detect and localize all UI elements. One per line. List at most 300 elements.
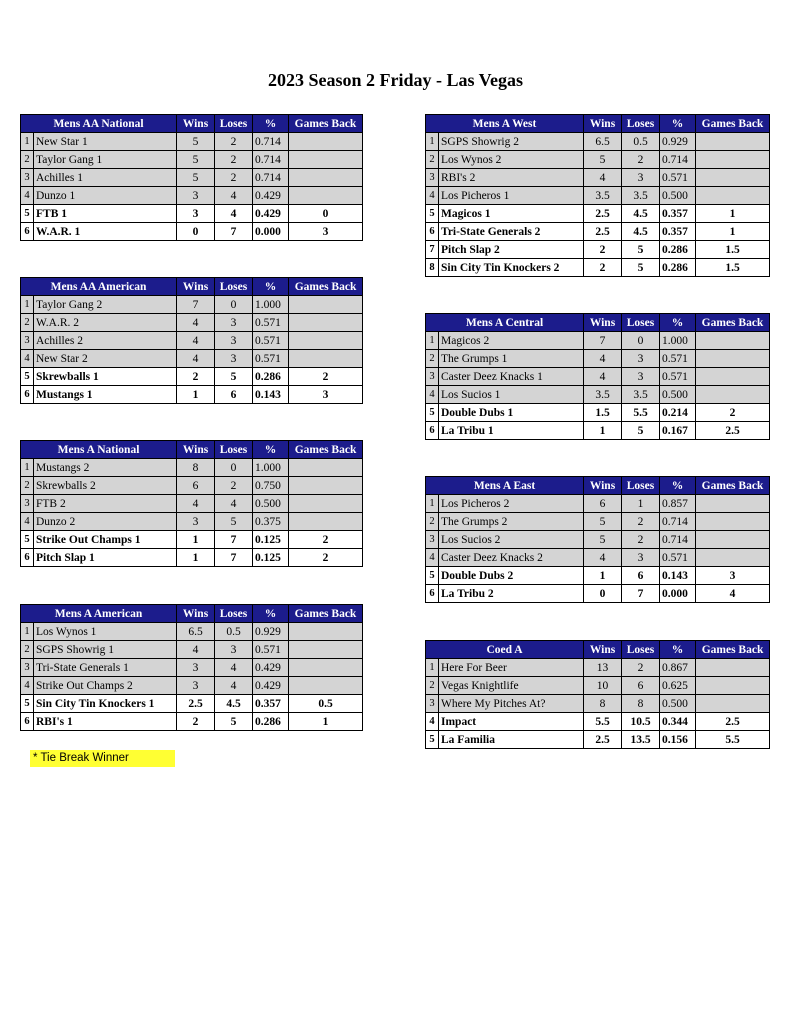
games-back-cell: 1 <box>289 713 363 731</box>
games-back-cell <box>696 332 770 350</box>
games-back-cell: 4 <box>696 585 770 603</box>
pct-cell: 0.714 <box>660 513 696 531</box>
pct-cell: 0.571 <box>660 549 696 567</box>
loses-cell: 0 <box>215 296 253 314</box>
pct-cell: 0.214 <box>660 404 696 422</box>
loses-cell: 5 <box>215 368 253 386</box>
table-row <box>426 169 770 187</box>
team-name-cell: Achilles 2 <box>34 332 177 350</box>
rank-cell: 2 <box>426 350 439 368</box>
wins-cell: 1 <box>584 422 622 440</box>
rank-cell: 6 <box>21 549 34 567</box>
team-name-cell: The Grumps 1 <box>439 350 584 368</box>
rank-cell: 3 <box>426 695 439 713</box>
team-name-cell: FTB 1 <box>34 205 177 223</box>
wins-cell: 3.5 <box>584 386 622 404</box>
wins-cell: 4 <box>584 549 622 567</box>
loses-cell: 3 <box>215 314 253 332</box>
wins-cell: 2.5 <box>584 205 622 223</box>
team-name-cell: Magicos 1 <box>439 205 584 223</box>
pct-header: % <box>253 115 289 133</box>
games-back-cell <box>696 695 770 713</box>
team-name-cell: Pitch Slap 2 <box>439 241 584 259</box>
standings-table-mens-aa-american <box>20 277 363 404</box>
team-name-cell: Double Dubs 1 <box>439 404 584 422</box>
rank-cell: 1 <box>426 133 439 151</box>
rank-cell: 3 <box>21 495 34 513</box>
wins-cell: 3 <box>177 659 215 677</box>
pct-cell: 0.000 <box>660 585 696 603</box>
team-name-cell: La Tribu 2 <box>439 585 584 603</box>
table-row <box>426 350 770 368</box>
standings-table-mens-aa-national <box>20 114 363 241</box>
loses-header: Loses <box>622 641 660 659</box>
table-row <box>21 133 363 151</box>
table-row <box>21 641 363 659</box>
wins-cell: 3 <box>177 205 215 223</box>
games-back-cell <box>696 659 770 677</box>
loses-cell: 5.5 <box>622 404 660 422</box>
games-back-cell: 2 <box>289 549 363 567</box>
games-back-cell <box>696 151 770 169</box>
games-back-cell <box>289 659 363 677</box>
rank-cell: 3 <box>426 169 439 187</box>
table-row <box>21 223 363 241</box>
team-name-cell: Strike Out Champs 1 <box>34 531 177 549</box>
pct-header: % <box>660 641 696 659</box>
wins-cell: 6.5 <box>584 133 622 151</box>
games-back-cell: 3 <box>289 386 363 404</box>
wins-cell: 5.5 <box>584 713 622 731</box>
games-back-cell <box>696 513 770 531</box>
table-row <box>21 713 363 731</box>
rank-cell: 1 <box>21 133 34 151</box>
rank-cell: 6 <box>426 585 439 603</box>
games-back-header: Games Back <box>289 278 363 296</box>
wins-cell: 1.5 <box>584 404 622 422</box>
loses-cell: 2 <box>215 169 253 187</box>
team-name-cell: Los Wynos 1 <box>34 623 177 641</box>
page-title: 2023 Season 2 Friday - Las Vegas <box>267 70 524 90</box>
pct-cell: 0.286 <box>253 713 289 731</box>
team-name-cell: SGPS Showrig 1 <box>34 641 177 659</box>
team-name-cell: Sin City Tin Knockers 2 <box>439 259 584 277</box>
team-name-cell: W.A.R. 2 <box>34 314 177 332</box>
table-row <box>426 567 770 585</box>
pct-cell: 0.344 <box>660 713 696 731</box>
division-name: Coed A <box>426 641 584 659</box>
games-back-cell <box>696 677 770 695</box>
table-row <box>21 187 363 205</box>
wins-cell: 2.5 <box>177 695 215 713</box>
table-row <box>21 296 363 314</box>
loses-cell: 4.5 <box>622 223 660 241</box>
loses-cell: 13.5 <box>622 731 660 749</box>
table-row <box>21 350 363 368</box>
table-row <box>426 259 770 277</box>
rank-cell: 3 <box>21 659 34 677</box>
games-back-cell <box>289 314 363 332</box>
loses-cell: 4.5 <box>215 695 253 713</box>
team-name-cell: Tri-State Generals 1 <box>34 659 177 677</box>
team-name-cell: Dunzo 1 <box>34 187 177 205</box>
table-row <box>426 205 770 223</box>
pct-cell: 0.714 <box>253 169 289 187</box>
games-back-cell <box>289 350 363 368</box>
rank-cell: 3 <box>21 332 34 350</box>
games-back-header: Games Back <box>696 641 770 659</box>
wins-cell: 5 <box>177 133 215 151</box>
games-back-cell: 1 <box>696 223 770 241</box>
pct-cell: 0.867 <box>660 659 696 677</box>
games-back-cell: 2.5 <box>696 713 770 731</box>
pct-cell: 0.571 <box>660 368 696 386</box>
table-row <box>21 495 363 513</box>
games-back-cell: 2 <box>696 404 770 422</box>
pct-header: % <box>660 314 696 332</box>
rank-cell: 2 <box>21 641 34 659</box>
wins-cell: 0 <box>177 223 215 241</box>
games-back-cell <box>289 151 363 169</box>
table-row <box>426 585 770 603</box>
games-back-cell: 2 <box>289 368 363 386</box>
games-back-cell <box>289 133 363 151</box>
team-name-cell: The Grumps 2 <box>439 513 584 531</box>
wins-header: Wins <box>177 605 215 623</box>
pct-cell: 0.571 <box>253 641 289 659</box>
pct-header: % <box>253 605 289 623</box>
rank-cell: 1 <box>426 495 439 513</box>
wins-header: Wins <box>177 115 215 133</box>
table-row <box>21 695 363 713</box>
table-row <box>21 368 363 386</box>
games-back-cell: 1.5 <box>696 241 770 259</box>
team-name-cell: Here For Beer <box>439 659 584 677</box>
pct-cell: 0.375 <box>253 513 289 531</box>
pct-cell: 0.714 <box>253 133 289 151</box>
pct-cell: 0.500 <box>660 187 696 205</box>
pct-cell: 0.125 <box>253 531 289 549</box>
team-name-cell: Los Sucios 1 <box>439 386 584 404</box>
wins-cell: 4 <box>584 350 622 368</box>
table-row <box>426 133 770 151</box>
games-back-cell <box>289 477 363 495</box>
table-header-row <box>21 605 363 623</box>
pct-cell: 0.000 <box>253 223 289 241</box>
standings-table-coed-a <box>425 640 770 749</box>
pct-cell: 0.571 <box>253 332 289 350</box>
table-row <box>21 386 363 404</box>
wins-cell: 2 <box>584 259 622 277</box>
pct-cell: 0.143 <box>253 386 289 404</box>
team-name-cell: Skrewballs 1 <box>34 368 177 386</box>
division-name: Mens A West <box>426 115 584 133</box>
games-back-cell <box>289 169 363 187</box>
rank-cell: 5 <box>21 531 34 549</box>
loses-cell: 5 <box>622 241 660 259</box>
division-name: Mens A Central <box>426 314 584 332</box>
pct-cell: 0.750 <box>253 477 289 495</box>
team-name-cell: Los Sucios 2 <box>439 531 584 549</box>
pct-cell: 0.286 <box>253 368 289 386</box>
games-back-cell <box>289 332 363 350</box>
wins-cell: 5 <box>177 169 215 187</box>
games-back-cell <box>289 641 363 659</box>
rank-cell: 4 <box>21 187 34 205</box>
team-name-cell: RBI's 2 <box>439 169 584 187</box>
loses-cell: 3 <box>215 332 253 350</box>
loses-header: Loses <box>215 605 253 623</box>
wins-header: Wins <box>584 314 622 332</box>
table-row <box>21 314 363 332</box>
rank-cell: 1 <box>21 459 34 477</box>
loses-cell: 3 <box>622 368 660 386</box>
wins-cell: 5 <box>584 151 622 169</box>
wins-cell: 8 <box>177 459 215 477</box>
table-row <box>426 677 770 695</box>
games-back-cell <box>289 677 363 695</box>
table-row <box>21 332 363 350</box>
games-back-header: Games Back <box>289 441 363 459</box>
games-back-cell <box>696 386 770 404</box>
loses-cell: 2 <box>622 151 660 169</box>
team-name-cell: Tri-State Generals 2 <box>439 223 584 241</box>
team-name-cell: Taylor Gang 1 <box>34 151 177 169</box>
team-name-cell: FTB 2 <box>34 495 177 513</box>
pct-cell: 0.125 <box>253 549 289 567</box>
loses-header: Loses <box>622 314 660 332</box>
rank-cell: 3 <box>426 368 439 386</box>
loses-cell: 10.5 <box>622 713 660 731</box>
rank-cell: 5 <box>21 205 34 223</box>
standings-table-mens-a-east <box>425 476 770 603</box>
wins-cell: 1 <box>177 386 215 404</box>
wins-cell: 3 <box>177 513 215 531</box>
pct-cell: 0.714 <box>660 151 696 169</box>
team-name-cell: RBI's 1 <box>34 713 177 731</box>
rank-cell: 1 <box>21 296 34 314</box>
rank-cell: 2 <box>426 151 439 169</box>
games-back-header: Games Back <box>289 115 363 133</box>
rank-cell: 2 <box>21 151 34 169</box>
pct-cell: 0.857 <box>660 495 696 513</box>
rank-cell: 6 <box>21 713 34 731</box>
rank-cell: 1 <box>426 332 439 350</box>
table-row <box>21 659 363 677</box>
games-back-cell <box>289 495 363 513</box>
loses-cell: 3.5 <box>622 386 660 404</box>
team-name-cell: W.A.R. 1 <box>34 223 177 241</box>
wins-cell: 6 <box>177 477 215 495</box>
games-back-cell <box>696 187 770 205</box>
wins-cell: 6 <box>584 495 622 513</box>
table-row <box>426 531 770 549</box>
rank-cell: 6 <box>21 386 34 404</box>
wins-cell: 4 <box>177 332 215 350</box>
table-header-row <box>21 278 363 296</box>
pct-cell: 0.143 <box>660 567 696 585</box>
wins-cell: 2.5 <box>584 731 622 749</box>
pct-header: % <box>253 278 289 296</box>
table-row <box>426 713 770 731</box>
wins-cell: 1 <box>177 531 215 549</box>
table-row <box>426 549 770 567</box>
loses-cell: 6 <box>622 567 660 585</box>
games-back-cell: 2 <box>289 531 363 549</box>
wins-cell: 5 <box>584 513 622 531</box>
table-row <box>426 368 770 386</box>
table-row <box>426 695 770 713</box>
wins-cell: 13 <box>584 659 622 677</box>
rank-cell: 4 <box>426 187 439 205</box>
loses-cell: 5 <box>622 259 660 277</box>
table-row <box>426 151 770 169</box>
loses-cell: 4.5 <box>622 205 660 223</box>
loses-cell: 3 <box>622 350 660 368</box>
loses-cell: 3 <box>215 350 253 368</box>
wins-cell: 2 <box>177 713 215 731</box>
pct-cell: 0.429 <box>253 205 289 223</box>
rank-cell: 8 <box>426 259 439 277</box>
loses-cell: 1 <box>622 495 660 513</box>
wins-header: Wins <box>584 477 622 495</box>
team-name-cell: Taylor Gang 2 <box>34 296 177 314</box>
rank-cell: 3 <box>21 169 34 187</box>
wins-cell: 7 <box>177 296 215 314</box>
division-name: Mens AA National <box>21 115 177 133</box>
standings-table-mens-a-national <box>20 440 363 567</box>
rank-cell: 6 <box>426 422 439 440</box>
wins-cell: 2 <box>177 368 215 386</box>
loses-cell: 5 <box>215 713 253 731</box>
rank-cell: 6 <box>21 223 34 241</box>
pct-header: % <box>660 115 696 133</box>
rank-cell: 4 <box>426 713 439 731</box>
games-back-cell: 1.5 <box>696 259 770 277</box>
games-back-cell <box>289 459 363 477</box>
loses-header: Loses <box>215 115 253 133</box>
team-name-cell: Caster Deez Knacks 1 <box>439 368 584 386</box>
games-back-cell: 1 <box>696 205 770 223</box>
loses-cell: 4 <box>215 677 253 695</box>
games-back-cell <box>696 531 770 549</box>
wins-header: Wins <box>177 441 215 459</box>
loses-cell: 6 <box>622 677 660 695</box>
rank-cell: 1 <box>21 623 34 641</box>
team-name-cell: Where My Pitches At? <box>439 695 584 713</box>
team-name-cell: Skrewballs 2 <box>34 477 177 495</box>
pct-cell: 0.357 <box>660 205 696 223</box>
table-row <box>21 513 363 531</box>
games-back-cell <box>696 133 770 151</box>
wins-header: Wins <box>584 115 622 133</box>
games-back-cell: 0.5 <box>289 695 363 713</box>
pct-cell: 0.429 <box>253 659 289 677</box>
wins-cell: 2.5 <box>584 223 622 241</box>
games-back-header: Games Back <box>696 314 770 332</box>
rank-cell: 4 <box>426 549 439 567</box>
games-back-cell: 3 <box>289 223 363 241</box>
loses-cell: 0 <box>622 332 660 350</box>
table-row <box>21 677 363 695</box>
pct-cell: 0.429 <box>253 677 289 695</box>
games-back-cell <box>289 187 363 205</box>
loses-cell: 2 <box>215 477 253 495</box>
team-name-cell: Sin City Tin Knockers 1 <box>34 695 177 713</box>
pct-cell: 0.929 <box>660 133 696 151</box>
wins-cell: 2 <box>584 241 622 259</box>
table-header-row <box>426 115 770 133</box>
rank-cell: 2 <box>426 677 439 695</box>
pct-header: % <box>253 441 289 459</box>
pct-cell: 1.000 <box>253 296 289 314</box>
wins-cell: 6.5 <box>177 623 215 641</box>
loses-cell: 2 <box>215 151 253 169</box>
division-name: Mens A American <box>21 605 177 623</box>
pct-cell: 0.571 <box>253 314 289 332</box>
loses-cell: 7 <box>622 585 660 603</box>
table-row <box>426 404 770 422</box>
pct-cell: 1.000 <box>660 332 696 350</box>
loses-cell: 7 <box>215 531 253 549</box>
tie-break-note: * Tie Break Winner <box>30 750 175 767</box>
wins-cell: 1 <box>584 567 622 585</box>
table-row <box>21 531 363 549</box>
pct-cell: 0.156 <box>660 731 696 749</box>
table-row <box>426 332 770 350</box>
wins-cell: 4 <box>177 495 215 513</box>
loses-cell: 0 <box>215 459 253 477</box>
pct-cell: 0.500 <box>253 495 289 513</box>
table-row <box>21 459 363 477</box>
pct-cell: 0.357 <box>253 695 289 713</box>
team-name-cell: Los Picheros 2 <box>439 495 584 513</box>
loses-header: Loses <box>622 115 660 133</box>
pct-cell: 0.571 <box>660 169 696 187</box>
rank-cell: 4 <box>21 677 34 695</box>
wins-cell: 3 <box>177 677 215 695</box>
loses-cell: 5 <box>215 513 253 531</box>
table-row <box>21 169 363 187</box>
team-name-cell: Dunzo 2 <box>34 513 177 531</box>
wins-cell: 5 <box>584 531 622 549</box>
table-row <box>21 623 363 641</box>
wins-cell: 0 <box>584 585 622 603</box>
loses-cell: 5 <box>622 422 660 440</box>
pct-header: % <box>660 477 696 495</box>
games-back-header: Games Back <box>289 605 363 623</box>
loses-cell: 7 <box>215 549 253 567</box>
rank-cell: 2 <box>21 314 34 332</box>
standings-table-mens-a-american <box>20 604 363 731</box>
loses-cell: 3 <box>215 641 253 659</box>
wins-cell: 4 <box>177 350 215 368</box>
team-name-cell: Impact <box>439 713 584 731</box>
loses-cell: 0.5 <box>215 623 253 641</box>
games-back-cell <box>289 623 363 641</box>
pct-cell: 0.167 <box>660 422 696 440</box>
table-row <box>426 731 770 749</box>
team-name-cell: Mustangs 1 <box>34 386 177 404</box>
wins-cell: 3.5 <box>584 187 622 205</box>
table-row <box>426 187 770 205</box>
rank-cell: 7 <box>426 241 439 259</box>
loses-cell: 4 <box>215 205 253 223</box>
loses-cell: 4 <box>215 187 253 205</box>
table-row <box>426 513 770 531</box>
wins-cell: 4 <box>177 641 215 659</box>
pct-cell: 0.571 <box>253 350 289 368</box>
